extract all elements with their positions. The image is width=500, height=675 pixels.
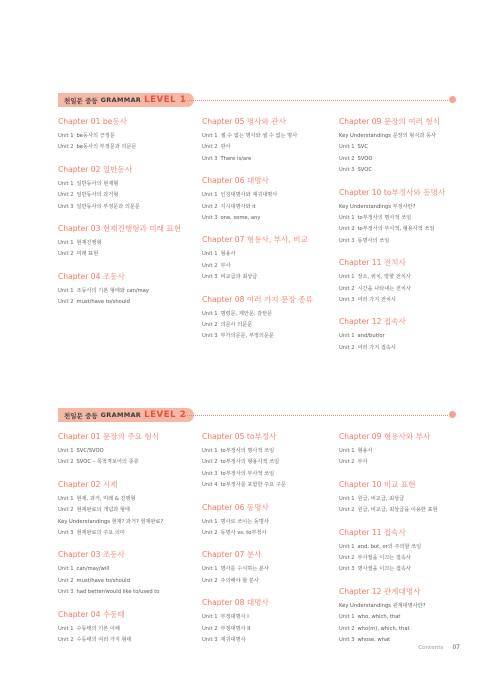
chapter-block: [58, 164, 198, 213]
level-1-end-dot: [449, 96, 456, 103]
unit-number: Unit 3: [339, 237, 355, 244]
chapter-block: [58, 479, 198, 540]
unit-row: [58, 142, 198, 153]
unit-row: [58, 202, 198, 213]
page-number: 07: [452, 644, 460, 651]
unit-number: Unit 2: [339, 459, 355, 466]
unit-row: [202, 612, 342, 623]
chapter-title: Chapter 06 동명사: [202, 502, 269, 512]
unit-row: [202, 213, 342, 224]
unit-row: [339, 295, 479, 306]
unit-number: Unit 1: [339, 215, 355, 222]
unit-number: Unit 1: [58, 287, 74, 294]
unit-title: 수동태의 여러 가지 형태: [76, 637, 132, 644]
unit-row: [339, 272, 479, 283]
unit-title: and, but, or의 주의할 쓰임: [357, 543, 422, 550]
level-2-column-2: [202, 431, 342, 656]
chapter-block: [58, 271, 198, 309]
unit-title: one, some, any: [220, 215, 261, 222]
chapter-title: Chapter 05 to부정사: [202, 432, 277, 441]
unit-number: Unit 1: [58, 448, 74, 454]
unit-title: 시간을 나타내는 전치사: [357, 285, 411, 292]
unit-title: to부정사의 명사적 쓰임: [357, 215, 412, 222]
footer-section-label: Contents: [418, 644, 444, 651]
key-understandings-line: Key Understandings 관계대명사란?: [339, 602, 426, 609]
unit-number: Unit 3: [339, 297, 355, 304]
unit-number: Unit 1: [339, 274, 355, 281]
unit-row: [339, 343, 479, 354]
unit-row: [202, 309, 342, 320]
unit-number: Unit 2: [202, 144, 218, 151]
chapter-block: [339, 431, 479, 469]
unit-title: to부정사의 부사적 쓰임: [220, 470, 275, 477]
chapter-title: Chapter 12 접속사: [339, 317, 406, 327]
unit-title: 일반동사의 현재형: [76, 180, 119, 187]
chapter-title: Chapter 12 관계대명사: [339, 586, 421, 596]
unit-row: [202, 564, 342, 575]
unit-number: Unit 1: [58, 240, 74, 247]
unit-title: 재귀대명사: [220, 637, 246, 644]
unit-number: Unit 2: [58, 299, 74, 306]
unit-number: Unit 2: [339, 344, 355, 351]
unit-number: Unit 1: [339, 614, 355, 621]
unit-title: 지시대명사와 it: [220, 203, 256, 210]
unit-row: [58, 624, 198, 635]
unit-number: Unit 2: [339, 625, 355, 632]
page-footer: [418, 644, 460, 651]
unit-row: [202, 576, 342, 587]
unit-number: Unit 1: [58, 180, 74, 187]
level-1-column-3: [339, 116, 479, 364]
unit-title: 인칭대명사와 재귀대명사: [220, 192, 278, 199]
key-understandings-line: Key Understandings 현재? 과거? 현재완료?: [58, 518, 164, 525]
unit-number: Unit 3: [202, 333, 218, 340]
unit-title: 일반동사의 부정문과 의문문: [76, 203, 140, 210]
unit-row: [339, 331, 479, 342]
unit-row: [58, 528, 198, 539]
unit-row: [202, 331, 342, 342]
unit-number: Unit 3: [202, 637, 218, 644]
unit-number: Unit 2: [58, 637, 74, 644]
unit-number: Unit 2: [58, 251, 74, 258]
unit-row: [339, 542, 479, 553]
unit-title: whose, what: [357, 637, 391, 644]
chapter-block: [202, 294, 342, 343]
unit-number: Unit 4: [202, 482, 218, 489]
unit-row: [58, 249, 198, 260]
unit-title: must/have to/should: [76, 299, 130, 306]
unit-row: [339, 154, 479, 165]
chapter-block: [339, 527, 479, 576]
unit-title: 일반동사의 과거형: [76, 192, 119, 199]
chapter-title: Chapter 10 비교 표현: [339, 479, 416, 489]
chapter-title: Chapter 07 형용사, 부사, 비교: [202, 235, 308, 245]
chapter-block: [202, 597, 342, 646]
chapter-block: [58, 223, 198, 261]
level-2-banner: [58, 408, 455, 422]
unit-row: [58, 297, 198, 308]
chapter-title: Chapter 08 대명사: [202, 598, 269, 608]
chapter-title: Chapter 09 형용사와 부사: [339, 432, 431, 441]
chapter-title: Chapter 03 조동사: [58, 550, 125, 560]
chapter-title: Chapter 10 to부정사와 동명사: [339, 187, 446, 197]
unit-number: Unit 1: [339, 144, 355, 151]
key-understandings-line: Key Understandings 부정사란?: [339, 203, 416, 210]
unit-row: [58, 190, 198, 201]
unit-title: 부정대명사 II: [220, 625, 251, 632]
unit-row: [202, 142, 342, 153]
chapter-block: [58, 609, 198, 647]
level-1-prefix: 천일문 중등: [64, 96, 98, 105]
chapter-block: [339, 586, 479, 647]
chapter-block: [339, 187, 479, 248]
unit-row: [58, 238, 198, 249]
unit-number: Unit 2: [202, 530, 218, 537]
unit-row: [339, 494, 479, 505]
unit-row: [339, 224, 479, 235]
level-2-pill: [58, 408, 194, 422]
unit-title: 명사절을 이끄는 접속사: [357, 566, 411, 573]
chapter-title: Chapter 02 일반동사: [58, 164, 133, 174]
chapter-title: Chapter 01 be동사: [58, 117, 128, 126]
unit-number: Unit 1: [58, 625, 74, 632]
unit-title: SVOC – 목적격보어의 종류: [76, 459, 139, 466]
unit-number: Unit 2: [58, 507, 74, 514]
unit-number: Unit 1: [202, 192, 218, 199]
unit-title: 부정대명사 I: [220, 614, 249, 621]
unit-row: [339, 457, 479, 468]
unit-number: Unit 3: [202, 470, 218, 477]
level-2-end-dot: [449, 411, 456, 418]
chapter-title: Chapter 04 수동태: [58, 609, 125, 619]
unit-number: Unit 2: [202, 262, 218, 269]
unit-row: [202, 624, 342, 635]
unit-title: 여러 가지 접속사: [357, 344, 396, 351]
unit-row: [58, 494, 198, 505]
unit-row: [202, 249, 342, 260]
unit-number: Unit 3: [339, 566, 355, 573]
unit-title: 동명사의 쓰임: [357, 237, 390, 244]
unit-number: Unit 3: [339, 167, 355, 174]
unit-title: can/may/will: [76, 566, 110, 573]
unit-row: [58, 564, 198, 575]
unit-number: Unit 2: [58, 459, 74, 466]
unit-number: Unit 1: [202, 614, 218, 621]
level-1-grammar: GRAMMAR: [100, 96, 142, 104]
key-understandings-line: Key Understandings 문장의 형식과 동사: [339, 133, 437, 139]
unit-title: 부사절을 이끄는 접속사: [357, 555, 411, 562]
chapter-block: [202, 234, 342, 283]
chapter-title: Chapter 01 문장의 주요 형식: [58, 432, 160, 441]
unit-row: [339, 213, 479, 224]
unit-number: Unit 2: [202, 322, 218, 329]
unit-row: [202, 457, 342, 468]
unit-number: Unit 3: [202, 155, 218, 162]
unit-number: Unit 2: [339, 507, 355, 514]
unit-number: Unit 2: [58, 144, 74, 151]
level-1-label: LEVEL 1: [144, 95, 187, 105]
chapter-title: Chapter 02 시제: [58, 479, 118, 489]
unit-title: 관사: [220, 144, 231, 151]
unit-number: Unit 1: [202, 310, 218, 317]
chapter-block: [339, 316, 479, 354]
chapter-block: [339, 257, 479, 306]
level-1-column-1: [58, 116, 198, 319]
unit-number: Unit 2: [339, 155, 355, 162]
unit-row: [58, 446, 198, 457]
unit-title: had better/would like to/used to: [76, 589, 160, 596]
unit-row: [339, 446, 479, 457]
unit-number: Unit 3: [339, 637, 355, 644]
chapter-title: Chapter 04 조동사: [58, 271, 125, 281]
unit-row: [58, 131, 198, 142]
chapter-title: Chapter 03 현재진행형과 미래 표현: [58, 224, 182, 234]
unit-row: [202, 261, 342, 272]
unit-row: [202, 635, 342, 646]
chapter-block: [58, 431, 198, 469]
level-1-column-2: [202, 116, 342, 353]
chapter-title: Chapter 05 명사와 관사: [202, 117, 286, 126]
level-2-column-1: [58, 431, 198, 656]
unit-title: to부정사를 포함한 주요 구문: [220, 482, 286, 489]
unit-number: Unit 2: [339, 285, 355, 292]
chapter-block: [58, 549, 198, 598]
unit-number: Unit 3: [58, 203, 74, 210]
unit-row: [339, 624, 479, 635]
unit-row: [202, 469, 342, 480]
unit-number: Unit 1: [202, 251, 218, 258]
unit-number: Unit 3: [202, 274, 218, 281]
unit-number: Unit 1: [58, 495, 74, 502]
unit-number: Unit 1: [339, 495, 355, 502]
unit-row: [58, 457, 198, 468]
unit-title: 여러 가지 전치사: [357, 297, 396, 304]
unit-title: 셀 수 없는 명사와 셀 수 없는 명사: [220, 133, 298, 139]
unit-number: Unit 2: [58, 192, 74, 199]
unit-title: SVC/SVOO: [76, 448, 104, 454]
unit-number: Unit 2: [202, 625, 218, 632]
level-1-banner: [58, 93, 455, 107]
unit-title: 현재완료의 주요 의미: [76, 530, 125, 537]
unit-number: Unit 2: [58, 577, 74, 584]
unit-number: Unit 2: [339, 226, 355, 233]
unit-row: [202, 446, 342, 457]
chapter-block: [202, 431, 342, 492]
unit-row: [339, 564, 479, 575]
unit-number: Unit 2: [202, 577, 218, 584]
unit-title: 원급, 비교급, 최상급: [357, 495, 405, 502]
unit-title: 미래 표현: [76, 251, 99, 258]
unit-title: 부사: [357, 459, 368, 466]
level-2-prefix: 천일문 중등: [64, 411, 98, 420]
unit-title: 장소, 위치, 방향 전치사: [357, 274, 411, 281]
unit-number: Unit 1: [202, 133, 218, 139]
chapter-title: Chapter 06 대명사: [202, 176, 269, 186]
unit-row: [58, 286, 198, 297]
unit-row: [58, 505, 198, 516]
unit-row: [202, 480, 342, 491]
unit-title: be동사의 긍정문: [76, 133, 115, 139]
unit-title: 원급, 비교급, 최상급을 이용한 표현: [357, 507, 438, 514]
unit-row: [339, 505, 479, 516]
unit-title: 조동사의 기본 형태와 can/may: [76, 287, 149, 294]
unit-number: Unit 3: [202, 215, 218, 222]
unit-number: Unit 1: [58, 566, 74, 573]
chapter-title: Chapter 07 분사: [202, 550, 262, 560]
unit-title: 수동태의 기본 이해: [76, 625, 120, 632]
unit-title: 현재완료의 개념과 형태: [76, 507, 130, 514]
unit-title: must/have to/should: [76, 577, 130, 584]
unit-number: Unit 1: [202, 518, 218, 525]
unit-row: [58, 179, 198, 190]
level-2-label: LEVEL 2: [144, 410, 187, 420]
unit-number: Unit 2: [202, 203, 218, 210]
unit-title: 부사: [220, 262, 231, 269]
unit-title: 명사로 쓰이는 동명사: [220, 518, 269, 525]
unit-title: and/but/or: [357, 333, 385, 340]
unit-title: 형용사: [357, 448, 373, 454]
unit-number: Unit 1: [339, 448, 355, 454]
unit-title: There is/are: [220, 155, 252, 162]
unit-title: who(m), which, that: [357, 625, 410, 632]
unit-row: [339, 236, 479, 247]
chapter-block: [202, 175, 342, 224]
unit-number: Unit 2: [202, 459, 218, 466]
unit-row: [202, 320, 342, 331]
chapter-title: Chapter 11 전치사: [339, 258, 406, 268]
unit-number: Unit 2: [339, 555, 355, 562]
unit-row: [202, 272, 342, 283]
unit-number: Unit 1: [202, 566, 218, 573]
unit-number: Unit 3: [58, 530, 74, 537]
unit-number: Unit 1: [339, 543, 355, 550]
chapter-title: Chapter 11 접속사: [339, 527, 406, 537]
chapter-title: Chapter 08 여러 가지 문장 종류: [202, 294, 313, 304]
unit-title: 현재, 과거, 미래 & 진행형: [76, 495, 136, 502]
chapter-block: [202, 116, 342, 165]
unit-row: [58, 576, 198, 587]
unit-title: 주의해야 할 분사: [220, 577, 259, 584]
unit-title: to부정사의 형용사적 쓰임: [220, 459, 280, 466]
unit-title: to부정사의 부사적, 형용사적 쓰임: [357, 226, 435, 233]
unit-row: [58, 635, 198, 646]
level-1-pill: [58, 93, 194, 107]
unit-row: [202, 528, 342, 539]
unit-row: [202, 190, 342, 201]
chapter-block: [339, 479, 479, 517]
unit-row: [202, 154, 342, 165]
unit-row: [339, 284, 479, 295]
unit-title: SVOC: [357, 167, 372, 174]
unit-title: who, which, that: [357, 614, 401, 621]
unit-title: 의문사 의문문: [220, 322, 253, 329]
unit-number: Unit 1: [58, 133, 74, 139]
unit-title: 형용사: [220, 251, 236, 258]
unit-title: 동명사 vs. to부정사: [220, 530, 267, 537]
unit-row: [339, 612, 479, 623]
unit-number: Unit 3: [58, 589, 74, 596]
unit-row: [202, 131, 342, 142]
unit-row: [58, 587, 198, 598]
unit-title: 명령문, 제안문, 감탄문: [220, 310, 273, 317]
chapter-title: Chapter 09 문장의 여러 형식: [339, 117, 441, 126]
unit-title: SVOO: [357, 155, 373, 162]
unit-row: [339, 142, 479, 153]
unit-title: SVC: [357, 144, 368, 151]
unit-title: 현재진행형: [76, 240, 102, 247]
unit-row: [339, 165, 479, 176]
chapter-block: [58, 116, 198, 154]
unit-title: to부정사의 명사적 쓰임: [220, 448, 275, 454]
chapter-block: [202, 502, 342, 540]
unit-title: 명사를 수식하는 분사: [220, 566, 269, 573]
unit-row: [339, 553, 479, 564]
chapter-block: [339, 116, 479, 177]
unit-title: 부가의문문, 부정의문문: [220, 333, 274, 340]
level-2-column-3: [339, 431, 479, 656]
level-2-dotted-line: [184, 415, 448, 416]
level-2-grammar: GRAMMAR: [100, 411, 142, 419]
unit-title: be동사의 부정문과 의문문: [76, 144, 137, 151]
unit-number: Unit 1: [339, 333, 355, 340]
unit-row: [202, 517, 342, 528]
chapter-block: [202, 549, 342, 587]
level-1-dotted-line: [184, 100, 448, 101]
unit-title: 비교급과 최상급: [220, 274, 258, 281]
unit-row: [202, 202, 342, 213]
unit-number: Unit 1: [202, 448, 218, 454]
